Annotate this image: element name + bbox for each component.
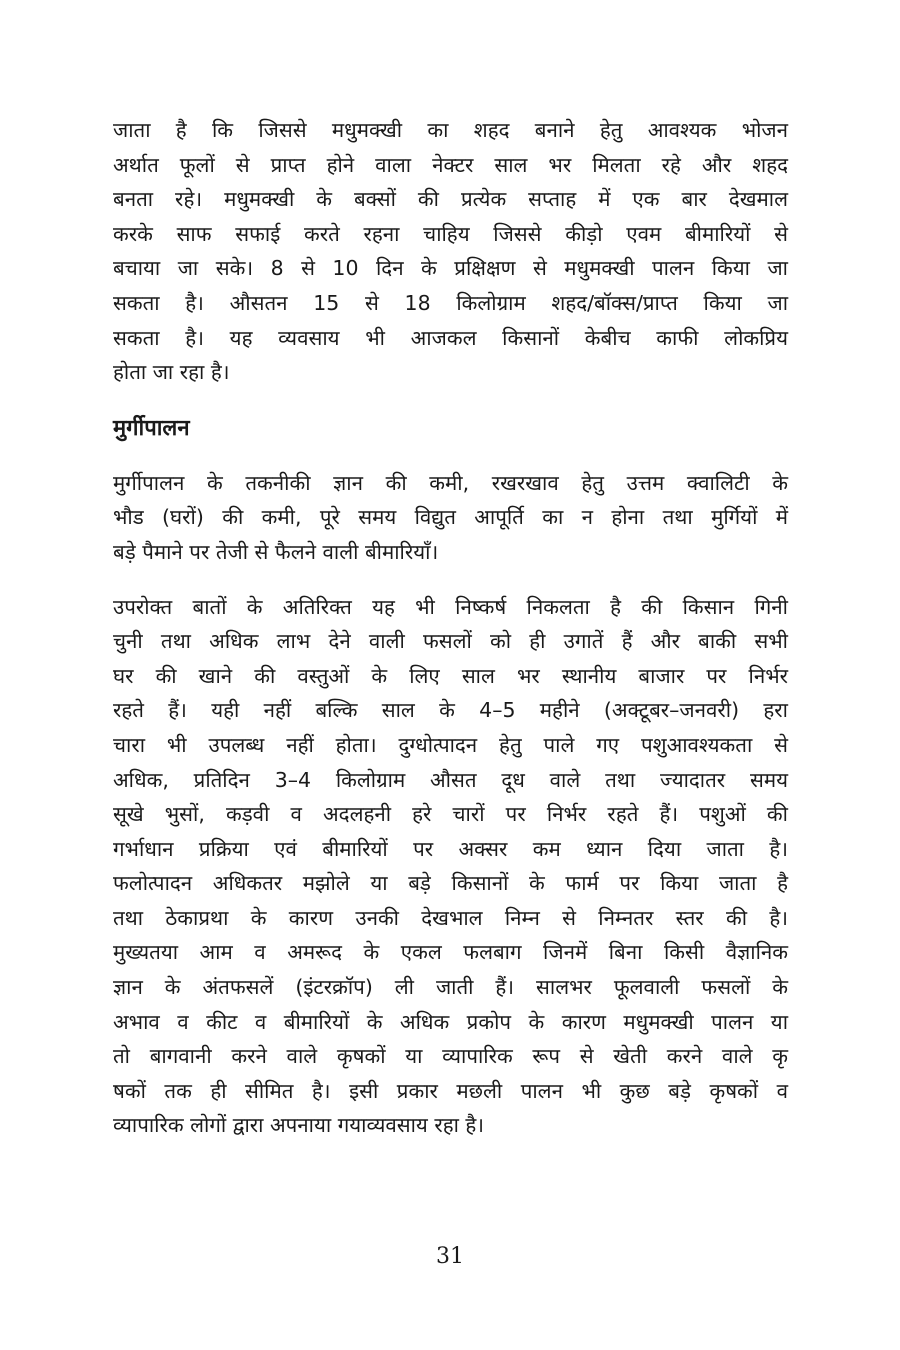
paragraph-beekeeping-continued [113,113,788,390]
text-line: अभाव व कीट व बीमारियों के अधिक प्रकोप के कारण मधुमक्खी पालन या [113,1009,788,1034]
text-line: बनता रहे। मधुमक्खी के बक्सों की प्रत्येक सप्ताह में एक बार देखमाल [113,187,788,212]
text-line: मुख्यतया आम व अमरूद के एकल फलबाग जिनमें बिना किसी वैज्ञानिक [113,940,788,965]
text-line: मुर्गीपालन के तकनीकी ज्ञान की कमी, रखरखाव हेतु उत्तम क्वालिटी के [113,470,788,495]
text-line: फलोत्पादन अधिकतर मझोले या बड़े किसानों के फार्म पर किया जाता है [113,871,788,896]
text-line: करके साफ सफाई करते रहना चाहिय जिससे कीड़ो एवम बीमारियों से [113,221,788,246]
text-line: सकता है। औसतन 15 से 18 किलोग्राम शहद/बॉक्स/प्राप्त किया जा [113,290,788,315]
paragraph-conclusions [113,590,788,1144]
text-line: घर की खाने की वस्तुओं के लिए साल भर स्थानीय बाजार पर निर्भर [113,663,788,688]
text-line: गर्भाधान प्रक्रिया एवं बीमारियों पर अक्सर कम ध्यान दिया जाता है। [113,836,788,861]
text-line: सकता है। यह व्यवसाय भी आजकल किसानों केबीच काफी लोकप्रिय [113,325,788,350]
text-line: व्यापारिक लोगों द्वारा अपनाया गयाव्यवसाय रहा है। [113,1113,485,1138]
text-line: भौड (घरों) की कमी, पूरे समय विद्युत आपूर्ति का न होना तथा मुर्गियों में [113,505,788,530]
text-line: उपरोक्त बातों के अतिरिक्त यह भी निष्कर्ष निकलता है की किसान गिनी [113,594,788,619]
paragraph-poultry [113,466,788,570]
text-line: होता जा रहा है। [113,360,230,385]
text-line: तथा ठेकाप्रथा के कारण उनकी देखभाल निम्न से निम्नतर स्तर की है। [113,905,788,930]
section-heading-poultry: मुर्गीपालन [113,415,190,441]
page-body [113,113,788,1143]
text-line: जाता है कि जिससे मधुमक्खी का शहद बनाने हेतु आवश्यक भोजन [113,118,788,142]
text-line: बड़े पैमाने पर तेजी से फैलने वाली बीमारियाँ। [113,539,439,564]
text-line: चारा भी उपलब्ध नहीं होता। दुग्धोत्पादन हेतु पाले गए पशुआवश्यकता से [113,732,788,757]
text-line: सूखे भुसों, कड़वी व अदलहनी हरे चारों पर निर्भर रहते हैं। पशुओं की [113,802,788,827]
page-number: 31 [436,1244,464,1269]
text-line: अर्थात फूलों से प्राप्त होने वाला नेक्टर साल भर मिलता रहे और शहद [113,152,788,177]
text-line: तो बागवानी करने वाले कृषकों या व्यापारिक रूप से खेती करने वाले कृ [113,1044,788,1069]
text-line: षकों तक ही सीमित है। इसी प्रकार मछली पालन भी कुछ बड़े कृषकों व [113,1078,788,1103]
text-line: रहते हैं। यही नहीं बल्कि साल के 4–5 महीने (अक्टूबर–जनवरी) हरा [113,698,788,723]
text-line: ज्ञान के अंतफसलें (इंटरक्रॉप) ली जाती हैं। सालभर फूलवाली फसलों के [113,975,788,1000]
text-line: अधिक, प्रतिदिन 3–4 किलोग्राम औसत दूध वाले तथा ज्यादातर समय [113,767,788,792]
text-line: चुनी तथा अधिक लाभ देने वाली फसलों को ही उगातें हैं और बाकी सभी [113,629,788,654]
text-line: बचाया जा सके। 8 से 10 दिन के प्रक्षिक्षण से मधुमक्खी पालन किया जा [113,256,788,281]
